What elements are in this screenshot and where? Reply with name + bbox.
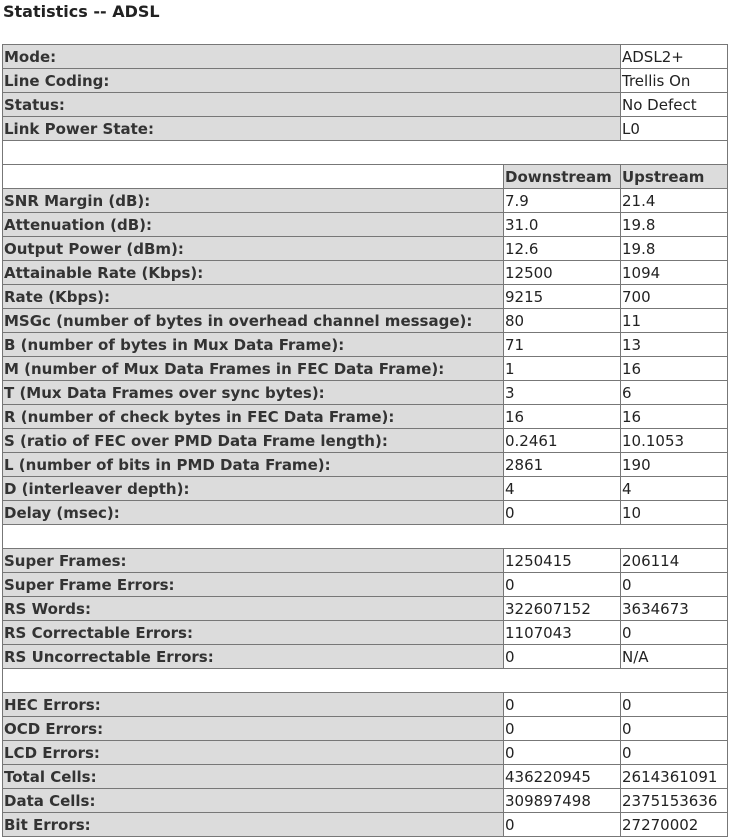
stat-row xyxy=(3,333,728,357)
upstream-value: 190 xyxy=(621,453,728,477)
downstream-value: 80 xyxy=(504,309,621,333)
stat-label: Delay (msec): xyxy=(3,501,504,525)
downstream-value: 16 xyxy=(504,405,621,429)
upstream-value: 0 xyxy=(621,573,728,597)
downstream-header: Downstream xyxy=(504,165,621,189)
upstream-value: N/A xyxy=(621,645,728,669)
header-empty-cell xyxy=(3,165,504,189)
spacer-cell xyxy=(3,141,728,165)
stat-row xyxy=(3,381,728,405)
downstream-value: 9215 xyxy=(504,285,621,309)
info-row xyxy=(3,117,728,141)
info-row xyxy=(3,45,728,69)
stat-row xyxy=(3,813,728,837)
downstream-value: 31.0 xyxy=(504,213,621,237)
downstream-value: 1107043 xyxy=(504,621,621,645)
upstream-value: 21.4 xyxy=(621,189,728,213)
stat-row xyxy=(3,693,728,717)
info-row xyxy=(3,93,728,117)
spacer-cell xyxy=(3,525,728,549)
upstream-value: 3634673 xyxy=(621,597,728,621)
spacer-row xyxy=(3,141,728,165)
stat-row xyxy=(3,213,728,237)
upstream-value: 4 xyxy=(621,477,728,501)
downstream-value: 0 xyxy=(504,501,621,525)
stat-label: MSGc (number of bytes in overhead channel message): xyxy=(3,309,504,333)
stat-label: Data Cells: xyxy=(3,789,504,813)
column-header-row xyxy=(3,165,728,189)
info-value: ADSL2+ xyxy=(621,45,728,69)
downstream-value: 3 xyxy=(504,381,621,405)
downstream-value: 12.6 xyxy=(504,237,621,261)
downstream-value: 436220945 xyxy=(504,765,621,789)
spacer-row xyxy=(3,525,728,549)
stat-label: RS Words: xyxy=(3,597,504,621)
info-label: Line Coding: xyxy=(3,69,621,93)
stat-row xyxy=(3,645,728,669)
upstream-value: 700 xyxy=(621,285,728,309)
upstream-value: 27270002 xyxy=(621,813,728,837)
downstream-value: 0 xyxy=(504,645,621,669)
info-label: Status: xyxy=(3,93,621,117)
info-label: Mode: xyxy=(3,45,621,69)
downstream-value: 1 xyxy=(504,357,621,381)
stat-label: LCD Errors: xyxy=(3,741,504,765)
downstream-value: 0 xyxy=(504,741,621,765)
downstream-value: 4 xyxy=(504,477,621,501)
stat-row xyxy=(3,501,728,525)
stat-row xyxy=(3,453,728,477)
stat-row xyxy=(3,573,728,597)
upstream-value: 0 xyxy=(621,621,728,645)
stat-label: HEC Errors: xyxy=(3,693,504,717)
stat-label: Rate (Kbps): xyxy=(3,285,504,309)
downstream-value: 12500 xyxy=(504,261,621,285)
upstream-value: 10 xyxy=(621,501,728,525)
downstream-value: 71 xyxy=(504,333,621,357)
upstream-value: 0 xyxy=(621,741,728,765)
info-value: Trellis On xyxy=(621,69,728,93)
stat-row xyxy=(3,597,728,621)
upstream-value: 13 xyxy=(621,333,728,357)
downstream-value: 2861 xyxy=(504,453,621,477)
stat-row xyxy=(3,717,728,741)
stat-label: Bit Errors: xyxy=(3,813,504,837)
upstream-value: 19.8 xyxy=(621,237,728,261)
stat-label: RS Correctable Errors: xyxy=(3,621,504,645)
downstream-value: 0.2461 xyxy=(504,429,621,453)
adsl-statistics-table xyxy=(2,44,728,837)
stat-label: Output Power (dBm): xyxy=(3,237,504,261)
stat-row xyxy=(3,621,728,645)
stat-row xyxy=(3,285,728,309)
upstream-value: 16 xyxy=(621,405,728,429)
stat-label: Attenuation (dB): xyxy=(3,213,504,237)
stat-row xyxy=(3,309,728,333)
downstream-value: 322607152 xyxy=(504,597,621,621)
stat-row xyxy=(3,405,728,429)
downstream-value: 0 xyxy=(504,693,621,717)
stat-label: B (number of bytes in Mux Data Frame): xyxy=(3,333,504,357)
upstream-value: 0 xyxy=(621,693,728,717)
stat-label: M (number of Mux Data Frames in FEC Data Frame): xyxy=(3,357,504,381)
downstream-value: 309897498 xyxy=(504,789,621,813)
stat-label: Super Frame Errors: xyxy=(3,573,504,597)
info-row xyxy=(3,69,728,93)
upstream-value: 2375153636 xyxy=(621,789,728,813)
stat-label: D (interleaver depth): xyxy=(3,477,504,501)
downstream-value: 0 xyxy=(504,813,621,837)
stat-row xyxy=(3,237,728,261)
info-value: No Defect xyxy=(621,93,728,117)
upstream-value: 6 xyxy=(621,381,728,405)
stat-label: Super Frames: xyxy=(3,549,504,573)
info-value: L0 xyxy=(621,117,728,141)
page-title: Statistics -- ADSL xyxy=(3,2,160,21)
upstream-value: 11 xyxy=(621,309,728,333)
upstream-value: 16 xyxy=(621,357,728,381)
stat-label: Total Cells: xyxy=(3,765,504,789)
upstream-value: 206114 xyxy=(621,549,728,573)
spacer-row xyxy=(3,669,728,693)
stat-label: Attainable Rate (Kbps): xyxy=(3,261,504,285)
spacer-cell xyxy=(3,669,728,693)
upstream-value: 2614361091 xyxy=(621,765,728,789)
stat-row xyxy=(3,765,728,789)
stat-label: T (Mux Data Frames over sync bytes): xyxy=(3,381,504,405)
upstream-header: Upstream xyxy=(621,165,728,189)
stat-row xyxy=(3,429,728,453)
stat-label: SNR Margin (dB): xyxy=(3,189,504,213)
info-label: Link Power State: xyxy=(3,117,621,141)
downstream-value: 1250415 xyxy=(504,549,621,573)
stat-row xyxy=(3,261,728,285)
stat-label: RS Uncorrectable Errors: xyxy=(3,645,504,669)
stat-row xyxy=(3,741,728,765)
downstream-value: 0 xyxy=(504,717,621,741)
stat-row xyxy=(3,789,728,813)
stat-row xyxy=(3,549,728,573)
stat-label: R (number of check bytes in FEC Data Frame): xyxy=(3,405,504,429)
stat-row xyxy=(3,477,728,501)
stat-row xyxy=(3,189,728,213)
upstream-value: 1094 xyxy=(621,261,728,285)
downstream-value: 0 xyxy=(504,573,621,597)
upstream-value: 19.8 xyxy=(621,213,728,237)
stat-label: OCD Errors: xyxy=(3,717,504,741)
stat-row xyxy=(3,357,728,381)
downstream-value: 7.9 xyxy=(504,189,621,213)
stat-label: S (ratio of FEC over PMD Data Frame length): xyxy=(3,429,504,453)
upstream-value: 10.1053 xyxy=(621,429,728,453)
stat-label: L (number of bits in PMD Data Frame): xyxy=(3,453,504,477)
upstream-value: 0 xyxy=(621,717,728,741)
